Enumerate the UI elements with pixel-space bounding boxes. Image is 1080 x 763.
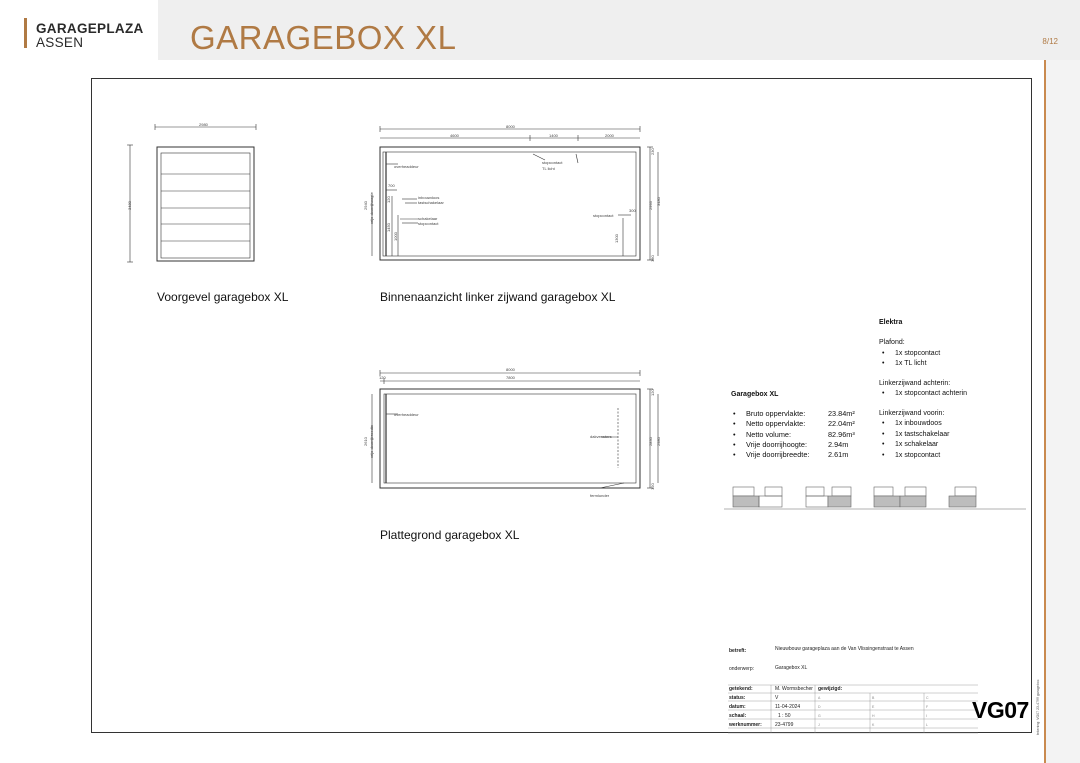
wall-dim-180: 180 bbox=[650, 255, 655, 262]
brand-name: GARAGEPLAZA bbox=[36, 21, 144, 36]
plan-dim-2830: 2830 bbox=[648, 437, 653, 446]
elektra-item: • 1x inbouwdoos bbox=[879, 419, 1029, 430]
specs-title: Garagebox XL bbox=[731, 391, 779, 398]
tb-schaal-value: 1 : 50 bbox=[778, 713, 791, 719]
plan-inner-dim: 7800 bbox=[506, 375, 515, 380]
tb-status-value: V bbox=[775, 695, 779, 701]
spec-item bbox=[733, 440, 855, 450]
plan-stramien-label: fermlunder bbox=[590, 493, 610, 498]
spec-value: 2.61m bbox=[828, 450, 849, 460]
plan-dim-2980: 2980 bbox=[656, 437, 661, 446]
front-caption: Voorgevel garagebox XL bbox=[157, 290, 289, 304]
tb-onderwerp-label: onderwerp: bbox=[729, 666, 755, 672]
spec-value: 82.96m³ bbox=[828, 429, 855, 439]
elektra-group-heading: Plafond: bbox=[879, 339, 905, 346]
tb-datum-label: datum: bbox=[729, 704, 746, 710]
front-elevation-lines bbox=[127, 124, 256, 262]
tb-getekend-value: M. Wormsbecher bbox=[775, 686, 813, 692]
spec-value: 23.84m² bbox=[828, 409, 855, 418]
wall-stopcontact-right-label: stopcontact bbox=[593, 213, 614, 218]
spec-label: Netto oppervlakte: bbox=[746, 419, 806, 429]
tb-rev-letter: A bbox=[818, 696, 821, 700]
page-number: 8/12 bbox=[1042, 37, 1058, 46]
wall-dim-700: 700 bbox=[388, 183, 395, 188]
wall-dim-1300: 1300 bbox=[614, 234, 619, 243]
tb-rev-letter: E bbox=[872, 705, 875, 709]
wall-dim-2940: 2940 bbox=[363, 201, 368, 210]
front-height-dim: 3480 bbox=[127, 201, 132, 210]
plan-caption: Plattegrond garagebox XL bbox=[380, 528, 520, 542]
wall-stopcontact-ceiling-label: stopcontact bbox=[542, 160, 563, 165]
plan-dakvenster-label: dakvensters bbox=[590, 434, 612, 439]
elektra-item: • 1x stopcontact bbox=[879, 349, 1029, 360]
wall-overhead-label: overheaddeur bbox=[394, 164, 419, 169]
tb-gewijzigd-label: gewijzigd: bbox=[818, 686, 843, 692]
tb-rev-letter: H bbox=[872, 714, 875, 718]
plan-dim-120-bottom: 120 bbox=[650, 483, 655, 490]
wall-schakelaar-label: schakelaar bbox=[418, 216, 438, 221]
tb-rev-letter: I bbox=[926, 714, 927, 718]
specs-list bbox=[733, 409, 855, 460]
titleblock-lines bbox=[728, 685, 978, 733]
tb-werknummer-label: werknummer: bbox=[729, 722, 762, 728]
wall-stopcontact-left-label: stopcontact bbox=[418, 221, 439, 226]
tb-rev-letter: C bbox=[926, 696, 929, 700]
tb-rev-letter: B bbox=[872, 696, 875, 700]
wall-seg1-dim: 4600 bbox=[450, 133, 459, 138]
elektra-title: Elektra bbox=[879, 319, 903, 326]
elektra-block bbox=[879, 318, 1029, 470]
brand-location: ASSEN bbox=[36, 35, 84, 50]
wall-clear-height-label: vrije doorrijhoogte bbox=[369, 192, 374, 224]
spec-value: 22.04m² bbox=[828, 419, 855, 429]
tb-schaal-label: schaal: bbox=[729, 713, 747, 719]
page-title: GARAGEBOX XL bbox=[190, 19, 457, 56]
tb-status-label: status: bbox=[729, 695, 746, 701]
spec-label: Vrije doorrijhoogte: bbox=[746, 439, 807, 449]
titleblock-side-note: tekening: VG07 23-4799 garagebox bbox=[1036, 679, 1040, 735]
elektra-item: • 1x TL licht bbox=[879, 359, 1029, 370]
tb-rev-letter: J bbox=[818, 723, 820, 727]
wall-dim-1450: 1450 bbox=[386, 223, 391, 232]
wall-tl-label: TL licht bbox=[542, 166, 555, 171]
spec-label: Netto volume: bbox=[746, 429, 792, 439]
spec-item bbox=[733, 430, 855, 440]
tb-werknummer-value: 23-4799 bbox=[775, 722, 794, 728]
wall-dim-120: 120 bbox=[386, 196, 391, 203]
elektra-group-list bbox=[879, 349, 1029, 370]
elektra-group-list bbox=[879, 419, 1029, 461]
wall-seg2-dim: 1400 bbox=[549, 133, 558, 138]
elektra-item: • 1x stopcontact achterin bbox=[879, 389, 1029, 400]
wall-dim-3480: 3480 bbox=[656, 197, 661, 206]
floor-plan-lines bbox=[372, 370, 658, 488]
plan-overhead-label: overheaddeur bbox=[394, 412, 419, 417]
plan-dim-120-top: 120 bbox=[650, 389, 655, 396]
tb-getekend-label: getekend: bbox=[729, 686, 753, 692]
tb-rev-letter: K bbox=[872, 723, 875, 727]
tb-betreft-label: betreft: bbox=[729, 648, 747, 654]
wall-dim-230: 230 bbox=[650, 148, 655, 155]
wall-total-dim: 8000 bbox=[506, 124, 515, 129]
wall-dim-2993: 2993 bbox=[648, 201, 653, 210]
tb-betreft-value: Nieuwbouw garageplaza aan de Van Vlissingenstraat te Assen bbox=[775, 646, 914, 652]
wall-dim-1000: 1000 bbox=[393, 232, 398, 241]
tb-rev-letter: L bbox=[926, 723, 928, 727]
spec-item bbox=[733, 450, 855, 460]
elektra-item: • 1x stopcontact bbox=[879, 451, 1029, 462]
wall-tastschakelaar-label: tastschakelaar bbox=[418, 200, 444, 205]
tb-rev-letter: F bbox=[926, 705, 929, 709]
elektra-group-heading: Linkerzijwand voorin: bbox=[879, 409, 945, 417]
elektra-group-heading: Linkerzijwand achterin: bbox=[879, 379, 951, 387]
drawing-code: VG07 bbox=[972, 697, 1029, 723]
box-icons bbox=[724, 487, 1026, 509]
plan-total-dim: 8000 bbox=[506, 367, 515, 372]
wall-seg3-dim: 2000 bbox=[605, 133, 614, 138]
tb-rev-letter: G bbox=[818, 714, 821, 718]
tb-datum-value: 11-04-2024 bbox=[775, 704, 801, 710]
plan-clear-width-label: vrije doorrijbreedte bbox=[369, 424, 374, 458]
tb-rev-letter: D bbox=[818, 705, 821, 709]
spec-item bbox=[733, 409, 855, 419]
plan-dim-2610: 2610 bbox=[363, 437, 368, 446]
elektra-item: • 1x tastschakelaar bbox=[879, 430, 1029, 441]
elektra-group-list bbox=[879, 389, 1029, 400]
front-width-dim: 2980 bbox=[199, 122, 208, 127]
wall-dim-300: 300 bbox=[629, 208, 636, 213]
wall-caption: Binnenaanzicht linker zijwand garagebox XL bbox=[380, 290, 616, 304]
wall-inbouwdoos-label: inbouwdoos bbox=[418, 195, 440, 200]
tb-onderwerp-value: Garagebox XL bbox=[775, 665, 808, 671]
spec-label: Bruto oppervlakte: bbox=[746, 409, 806, 418]
spec-item bbox=[733, 419, 855, 429]
plan-left-dim: 120 bbox=[379, 375, 386, 380]
spec-label: Vrije doorrijbreedte: bbox=[746, 450, 810, 460]
spec-value: 2.94m bbox=[828, 439, 849, 449]
elektra-item: • 1x schakelaar bbox=[879, 440, 1029, 451]
